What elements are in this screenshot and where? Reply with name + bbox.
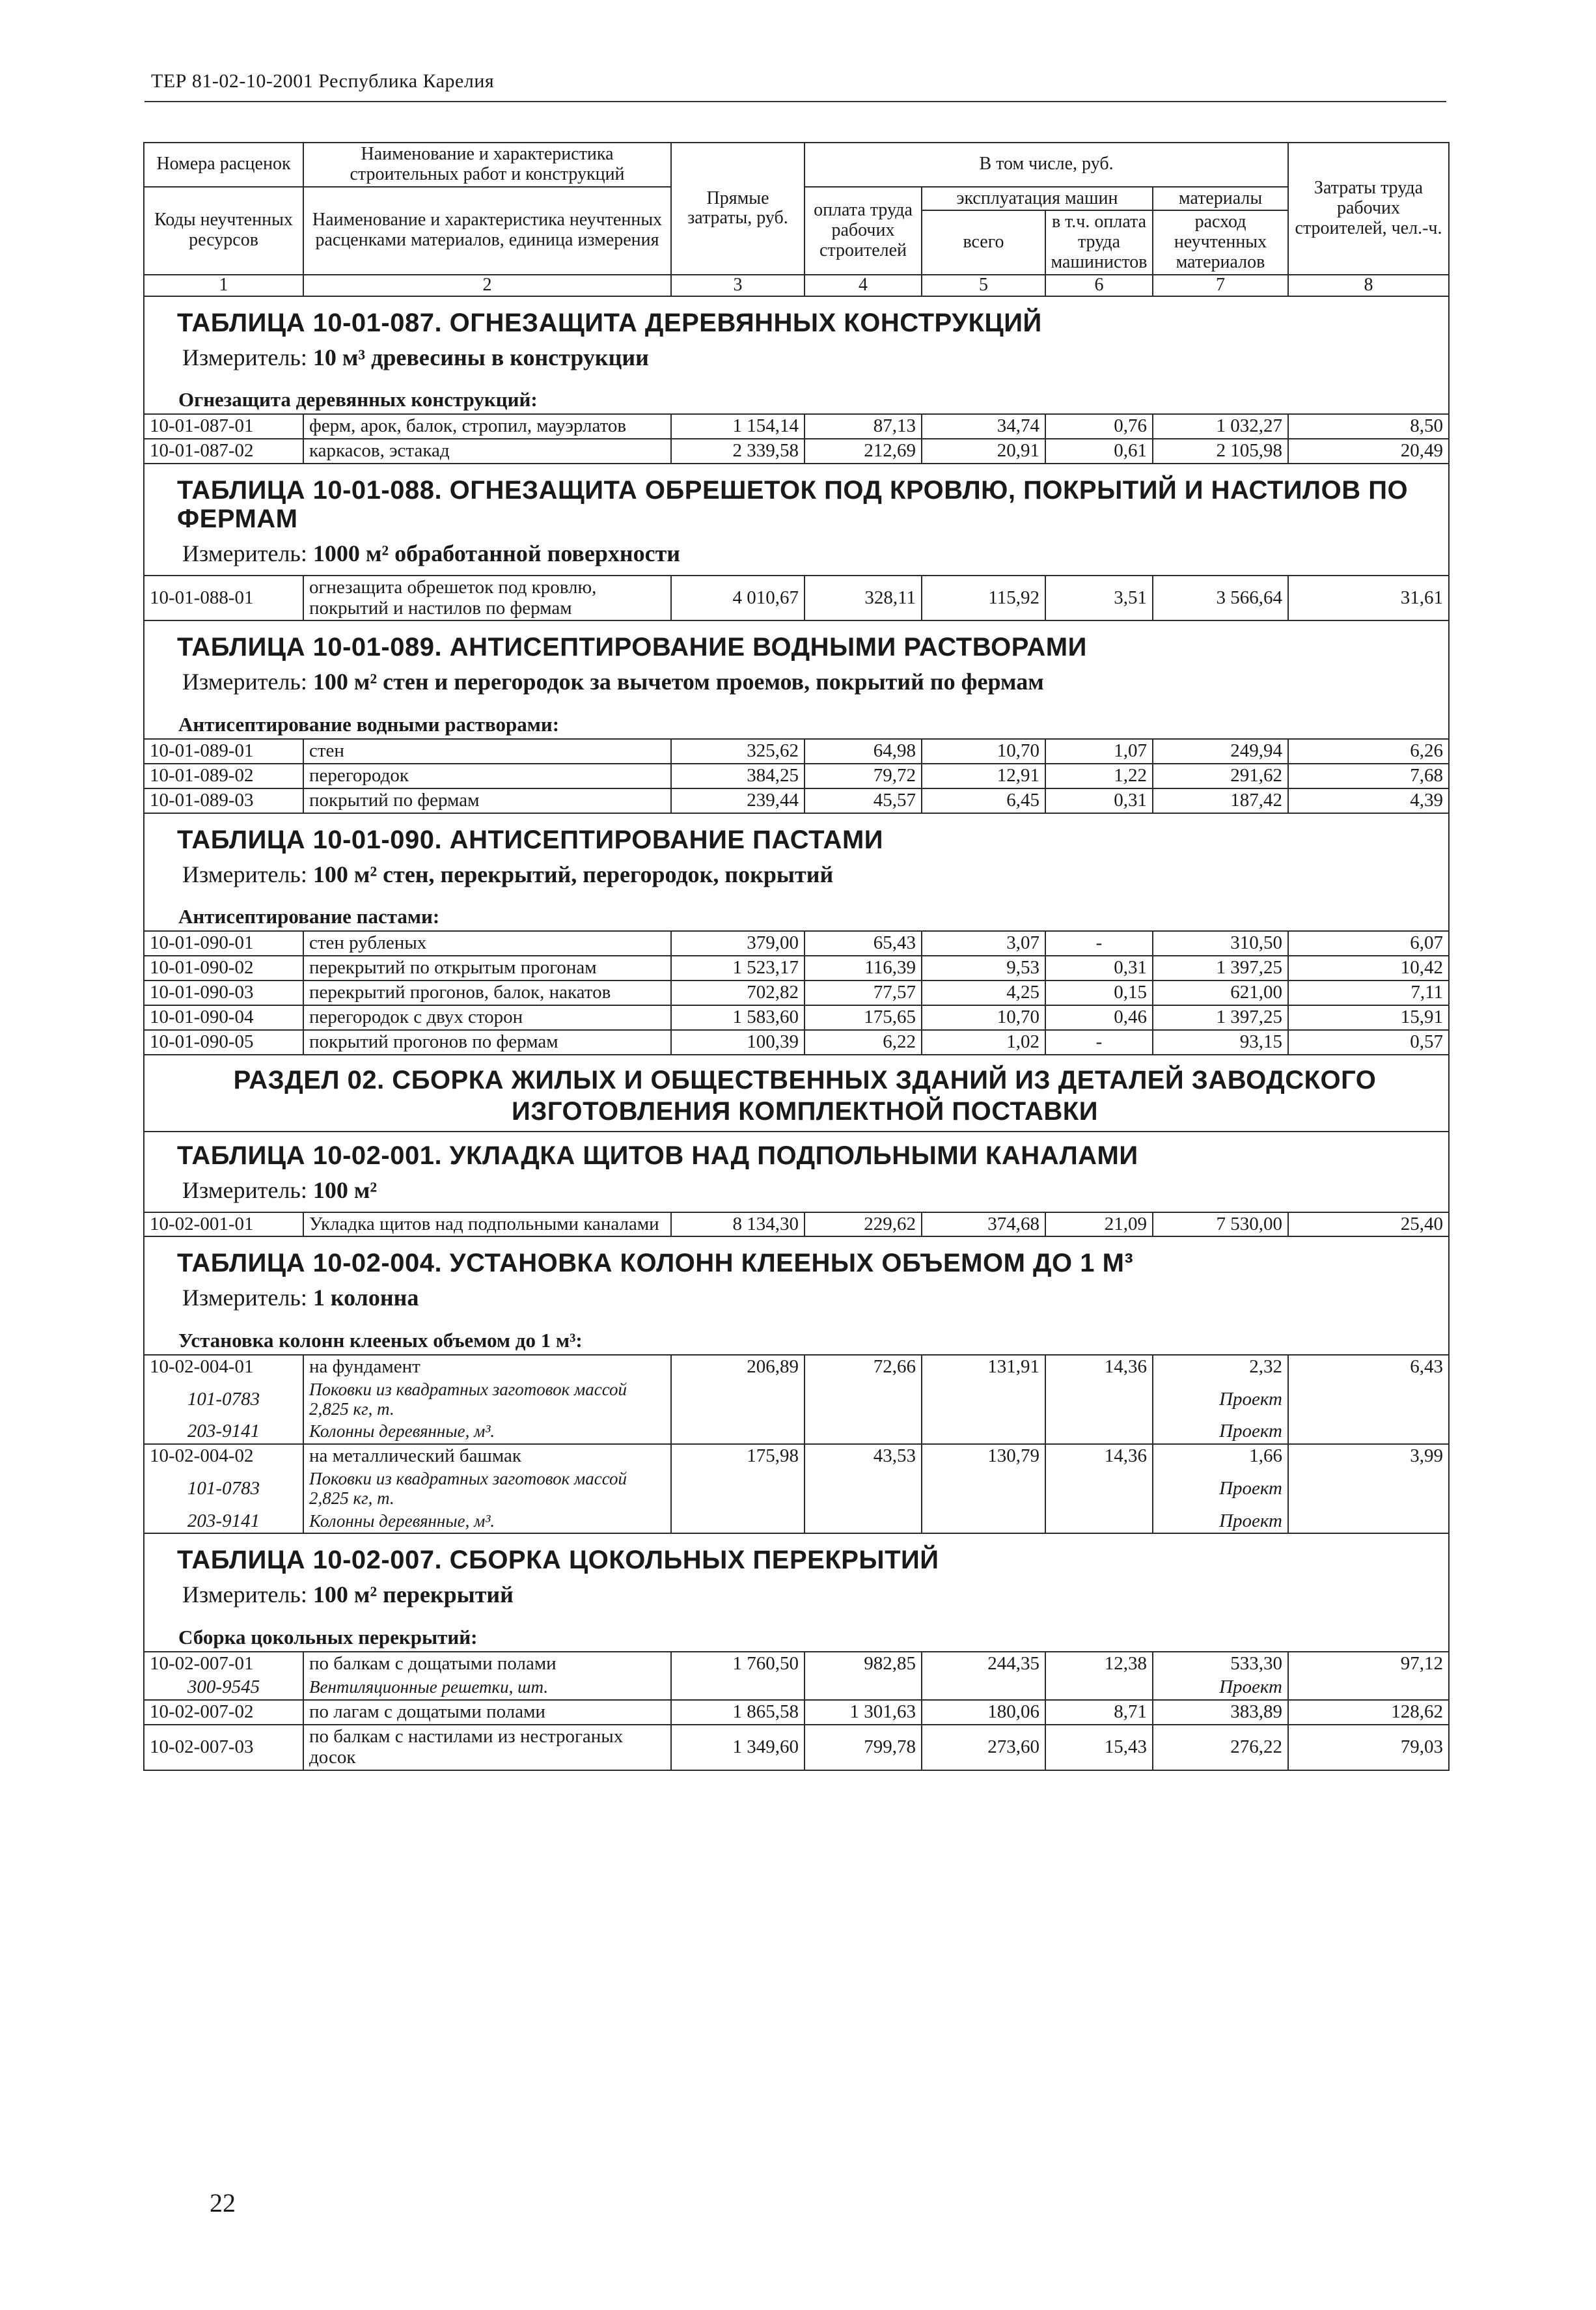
table-cell: 328,11 — [805, 576, 922, 621]
measure-text: 1 колонна — [312, 1285, 419, 1311]
col-head-mach-total: всего — [922, 210, 1045, 274]
table-cell: 379,00 — [671, 931, 805, 956]
table-title — [144, 1533, 1449, 1578]
table-cell: 10-02-001-01 — [144, 1212, 303, 1237]
col-head-name: Наименование и характеристика строительных работ и конструкций — [303, 143, 671, 187]
table-cell: 43,53 — [805, 1444, 922, 1468]
table-row — [144, 1725, 1449, 1770]
table-cell: 384,25 — [671, 764, 805, 788]
table-cell: 4,25 — [922, 981, 1045, 1005]
table-cell — [1045, 1468, 1153, 1509]
table-cell: на металлический башмак — [303, 1444, 671, 1468]
table-title — [144, 296, 1449, 341]
measure-text: ТАБЛИЦА 10-01-090. АНТИСЕПТИРОВАНИЕ ПАСТАМИ — [177, 825, 884, 854]
table-cell: 10-01-090-03 — [144, 981, 303, 1005]
table-cell: покрытий по фермам — [303, 788, 671, 813]
measure-line — [144, 1281, 1449, 1319]
table-row — [144, 931, 1449, 956]
table-cell — [922, 1468, 1045, 1509]
table-cell: стен — [303, 739, 671, 764]
table-cell — [1288, 1379, 1449, 1420]
table-cell: 115,92 — [922, 576, 1045, 621]
table-cell — [1288, 1420, 1449, 1444]
col-head-code: Номера расценок — [144, 143, 303, 187]
table-cell: Проект — [1153, 1468, 1288, 1509]
measure-text: 10 м³ древесины в конструкции — [312, 344, 649, 370]
table-cell: перегородок с двух сторон — [303, 1005, 671, 1030]
table-cell — [671, 1379, 805, 1420]
table-cell: 14,36 — [1045, 1355, 1153, 1379]
table-title — [144, 620, 1449, 665]
table-cell: 7,11 — [1288, 981, 1449, 1005]
table-cell — [1288, 1510, 1449, 1534]
table-cell: 15,43 — [1045, 1725, 1153, 1770]
col-head-labor: Затраты труда рабочих строителей, чел.-ч. — [1288, 143, 1449, 275]
table-row — [144, 739, 1449, 764]
table-row — [144, 981, 1449, 1005]
table-cell: 187,42 — [1153, 788, 1288, 813]
table-cell: 229,62 — [805, 1212, 922, 1237]
table-title — [144, 1139, 1449, 1174]
table-cell: 20,49 — [1288, 439, 1449, 464]
table-cell: 203-9141 — [144, 1510, 303, 1534]
table-cell: 10-02-007-01 — [144, 1652, 303, 1676]
table-cell: 244,35 — [922, 1652, 1045, 1676]
table-row — [144, 1212, 1449, 1237]
table-cell: 101-0783 — [144, 1468, 303, 1509]
table-cell — [805, 1468, 922, 1509]
table-cell: - — [1045, 931, 1153, 956]
table-cell: 10-01-087-02 — [144, 439, 303, 464]
table-row — [144, 1444, 1449, 1468]
table-cell: Поковки из квадратных заготовок массой 2,825 кг, т. — [303, 1468, 671, 1509]
table-cell: 621,00 — [1153, 981, 1288, 1005]
measure-line — [144, 665, 1449, 703]
measure-text: 100 м² — [312, 1176, 378, 1203]
table-cell — [671, 1676, 805, 1700]
measure-text: Измеритель: — [182, 540, 307, 567]
header-row-1 — [144, 143, 1449, 187]
table-cell: 12,38 — [1045, 1652, 1153, 1676]
table-cell: 10-01-089-01 — [144, 739, 303, 764]
table-cell: 175,98 — [671, 1444, 805, 1468]
table-cell: 7 530,00 — [1153, 1212, 1288, 1237]
col-head-res-code: Коды неучтенных ресурсов — [144, 187, 303, 275]
table-cell: 10,70 — [922, 1005, 1045, 1030]
table-cell: 300-9545 — [144, 1676, 303, 1700]
table-cell: огнезащита обрешеток под кровлю, покрытий и настилов по фермам — [303, 576, 671, 621]
table-cell — [922, 1510, 1045, 1534]
table-cell: 212,69 — [805, 439, 922, 464]
table-cell: 10-01-087-01 — [144, 414, 303, 439]
table-cell: 3,51 — [1045, 576, 1153, 621]
table-cell: 6,22 — [805, 1030, 922, 1055]
table-cell — [922, 1676, 1045, 1700]
table-cell: 128,62 — [1288, 1700, 1449, 1725]
table-cell: 10-01-090-01 — [144, 931, 303, 956]
table-row — [144, 1700, 1449, 1725]
table-cell — [1288, 1468, 1449, 1509]
measure-text: Измеритель: — [182, 344, 307, 370]
measure-text: 100 м² стен и перегородок за вычетом проемов, покрытий по фермам — [312, 669, 1044, 695]
table-cell: 72,66 — [805, 1355, 922, 1379]
table-cell: 1,22 — [1045, 764, 1153, 788]
table-cell — [1045, 1420, 1153, 1444]
price-table — [143, 142, 1450, 1771]
table-cell — [1045, 1676, 1153, 1700]
table-cell: 10-01-089-02 — [144, 764, 303, 788]
table-cell: 10,70 — [922, 739, 1045, 764]
table-cell: 0,61 — [1045, 439, 1153, 464]
table-cell: 131,91 — [922, 1355, 1045, 1379]
table-cell: 20,91 — [922, 439, 1045, 464]
col-head-materials: материалы — [1153, 187, 1288, 211]
table-cell: 0,57 — [1288, 1030, 1449, 1055]
table-cell: 383,89 — [1153, 1700, 1288, 1725]
table-cell: по балкам с настилами из нестроганых досок — [303, 1725, 671, 1770]
table-cell: 1 032,27 — [1153, 414, 1288, 439]
table-cell — [922, 1379, 1045, 1420]
table-cell — [805, 1420, 922, 1444]
table-cell: 175,65 — [805, 1005, 922, 1030]
table-cell: 310,50 — [1153, 931, 1288, 956]
table-cell: Проект — [1153, 1379, 1288, 1420]
measure-line — [144, 1578, 1449, 1616]
table-cell: 6,45 — [922, 788, 1045, 813]
table-cell: Проект — [1153, 1420, 1288, 1444]
table-cell: 100,39 — [671, 1030, 805, 1055]
table-cell — [805, 1510, 922, 1534]
table-cell: 10-02-007-03 — [144, 1725, 303, 1770]
table-title — [144, 1236, 1449, 1281]
resource-row — [144, 1676, 1449, 1700]
table-cell: - — [1045, 1030, 1153, 1055]
measure-text: ТАБЛИЦА 10-01-088. ОГНЕЗАЩИТА ОБРЕШЕТОК ПОД КРОВЛЮ, ПОКРЫТИЙ И НАСТИЛОВ ПО ФЕРМАМ — [177, 476, 1409, 534]
header-rule — [144, 101, 1446, 102]
col-num: 7 — [1153, 275, 1288, 296]
table-cell: 8 134,30 — [671, 1212, 805, 1237]
resource-row — [144, 1510, 1449, 1534]
measure-text: 100 м² перекрытий — [312, 1581, 514, 1608]
table-row — [144, 1355, 1449, 1379]
resource-row — [144, 1379, 1449, 1420]
table-cell: 15,91 — [1288, 1005, 1449, 1030]
table-cell: 64,98 — [805, 739, 922, 764]
table-cell: 65,43 — [805, 931, 922, 956]
table-cell: 21,09 — [1045, 1212, 1153, 1237]
table-cell: 249,94 — [1153, 739, 1288, 764]
table-cell: 93,15 — [1153, 1030, 1288, 1055]
section-title: РАЗДЕЛ 02. СБОРКА ЖИЛЫХ И ОБЩЕСТВЕННЫХ ЗДАНИЙ ИЗ ДЕТАЛЕЙ ЗАВОДСКОГО ИЗГОТОВЛЕНИЯ КОМПЛЕКТНОЙ ПОСТАВКИ — [144, 1055, 1449, 1132]
table-cell: 276,22 — [1153, 1725, 1288, 1770]
table-cell: 116,39 — [805, 956, 922, 981]
measure-text: Измеритель: — [182, 669, 307, 695]
table-cell: 10-01-089-03 — [144, 788, 303, 813]
table-cell — [671, 1468, 805, 1509]
col-head-incl: В том числе, руб. — [805, 143, 1288, 187]
table-cell: 101-0783 — [144, 1379, 303, 1420]
table-cell: 10-01-090-04 — [144, 1005, 303, 1030]
table-cell: 0,46 — [1045, 1005, 1153, 1030]
table-cell: Вентиляционные решетки, шт. — [303, 1676, 671, 1700]
table-cell: 1 154,14 — [671, 414, 805, 439]
table-cell: 702,82 — [671, 981, 805, 1005]
measure-line — [144, 537, 1449, 576]
table-cell: 1,02 — [922, 1030, 1045, 1055]
measure-text: Измеритель: — [182, 1581, 307, 1608]
table-cell: 3,99 — [1288, 1444, 1449, 1468]
table-cell: 10-01-090-05 — [144, 1030, 303, 1055]
table-cell: 206,89 — [671, 1355, 805, 1379]
table-cell: 273,60 — [922, 1725, 1045, 1770]
table-cell: ферм, арок, балок, стропил, мауэрлатов — [303, 414, 671, 439]
table-row — [144, 414, 1449, 439]
table-cell: стен рубленых — [303, 931, 671, 956]
table-cell: Колонны деревянные, м³. — [303, 1510, 671, 1534]
table-title — [144, 813, 1449, 858]
table-cell: перекрытий прогонов, балок, накатов — [303, 981, 671, 1005]
table-cell: 291,62 — [1153, 764, 1288, 788]
table-cell: 1 523,17 — [671, 956, 805, 981]
table-cell: 10-02-004-02 — [144, 1444, 303, 1468]
col-head-machine: эксплуатация машин — [922, 187, 1153, 211]
measure-text: ТАБЛИЦА 10-02-001. УКЛАДКА ЩИТОВ НАД ПОДПОЛЬНЫМИ КАНАЛАМИ — [177, 1141, 1138, 1170]
table-cell: 1 397,25 — [1153, 1005, 1288, 1030]
col-head-direct: Прямые затраты, руб. — [671, 143, 805, 275]
measure-text: Измеритель: — [182, 1285, 307, 1311]
table-cell: 533,30 — [1153, 1652, 1288, 1676]
measure-text: Измеритель: — [182, 861, 307, 887]
table-cell: 799,78 — [805, 1725, 922, 1770]
table-cell — [1288, 1676, 1449, 1700]
table-cell: Укладка щитов над подпольными каналами — [303, 1212, 671, 1237]
table-cell: 3,07 — [922, 931, 1045, 956]
table-cell: покрытий прогонов по фермам — [303, 1030, 671, 1055]
table-cell: 2 339,58 — [671, 439, 805, 464]
table-cell: 0,31 — [1045, 788, 1153, 813]
table-cell: 10-01-088-01 — [144, 576, 303, 621]
col-num: 5 — [922, 275, 1045, 296]
table-cell — [805, 1676, 922, 1700]
col-num: 4 — [805, 275, 922, 296]
table-cell: 3 566,64 — [1153, 576, 1288, 621]
table-row — [144, 956, 1449, 981]
table-cell — [805, 1379, 922, 1420]
table-cell: 0,31 — [1045, 956, 1153, 981]
table-cell: 97,12 — [1288, 1652, 1449, 1676]
table-cell: 25,40 — [1288, 1212, 1449, 1237]
table-cell: 2 105,98 — [1153, 439, 1288, 464]
table-cell: 180,06 — [922, 1700, 1045, 1725]
table-cell: Проект — [1153, 1510, 1288, 1534]
page-number: 22 — [210, 2188, 236, 2218]
col-number-row — [144, 275, 1449, 296]
group-label: Огнезащита деревянных конструкций: — [144, 378, 1449, 414]
measure-text: ТАБЛИЦА 10-02-004. УСТАНОВКА КОЛОНН КЛЕЕНЫХ ОБЪЕМОМ ДО 1 М³ — [177, 1249, 1134, 1278]
table-cell: 203-9141 — [144, 1420, 303, 1444]
table-cell: 1 760,50 — [671, 1652, 805, 1676]
table-row — [144, 439, 1449, 464]
table-cell: 239,44 — [671, 788, 805, 813]
table-cell: перекрытий по открытым прогонам — [303, 956, 671, 981]
group-label: Сборка цокольных перекрытий: — [144, 1616, 1449, 1652]
table-cell: по лагам с дощатыми полами — [303, 1700, 671, 1725]
table-row — [144, 1005, 1449, 1030]
col-num: 6 — [1045, 275, 1153, 296]
measure-line — [144, 858, 1449, 896]
table-cell — [1045, 1510, 1153, 1534]
table-cell: 79,03 — [1288, 1725, 1449, 1770]
table-cell — [671, 1420, 805, 1444]
measure-text: ТАБЛИЦА 10-02-007. СБОРКА ЦОКОЛЬНЫХ ПЕРЕКРЫТИЙ — [177, 1546, 939, 1575]
table-row — [144, 1030, 1449, 1055]
table-cell: каркасов, эстакад — [303, 439, 671, 464]
table-cell: 34,74 — [922, 414, 1045, 439]
table-cell: 8,71 — [1045, 1700, 1153, 1725]
table-cell: 77,57 — [805, 981, 922, 1005]
table-cell: 10-02-004-01 — [144, 1355, 303, 1379]
table-cell: 8,50 — [1288, 414, 1449, 439]
table-cell: на фундамент — [303, 1355, 671, 1379]
table-cell: 1 865,58 — [671, 1700, 805, 1725]
measure-text: Измеритель: — [182, 1176, 307, 1203]
table-row — [144, 1652, 1449, 1676]
table-cell: 87,13 — [805, 414, 922, 439]
table-cell: по балкам с дощатыми полами — [303, 1652, 671, 1676]
table-cell: 6,43 — [1288, 1355, 1449, 1379]
table-cell: 7,68 — [1288, 764, 1449, 788]
table-cell: Колонны деревянные, м³. — [303, 1420, 671, 1444]
group-label: Антисептирование водными растворами: — [144, 703, 1449, 739]
table-cell: 1 583,60 — [671, 1005, 805, 1030]
measure-line — [144, 341, 1449, 379]
col-num: 1 — [144, 275, 303, 296]
col-num: 8 — [1288, 275, 1449, 296]
table-cell: 4,39 — [1288, 788, 1449, 813]
table-cell: 1 397,25 — [1153, 956, 1288, 981]
table-cell: 1,07 — [1045, 739, 1153, 764]
group-label: Антисептирование пастами: — [144, 895, 1449, 931]
col-head-mach-wage: в т.ч. оплата труда машинистов — [1045, 210, 1153, 274]
resource-row — [144, 1420, 1449, 1444]
table-cell — [922, 1420, 1045, 1444]
measure-text: 100 м² стен, перекрытий, перегородок, покрытий — [312, 861, 834, 887]
col-num: 3 — [671, 275, 805, 296]
table-cell: 2,32 — [1153, 1355, 1288, 1379]
measure-line — [144, 1174, 1449, 1212]
col-head-res-name: Наименование и характеристика неучтенных расценками материалов, единица измерения — [303, 187, 671, 275]
table-cell: 1 349,60 — [671, 1725, 805, 1770]
table-cell: 12,91 — [922, 764, 1045, 788]
table-cell: 6,07 — [1288, 931, 1449, 956]
measure-text: 1000 м² обработанной поверхности — [312, 540, 681, 567]
table-cell — [1045, 1379, 1153, 1420]
table-cell — [671, 1510, 805, 1534]
table-cell: Поковки из квадратных заготовок массой 2,825 кг, т. — [303, 1379, 671, 1420]
table-cell: 10-02-007-02 — [144, 1700, 303, 1725]
table-cell: перегородок — [303, 764, 671, 788]
table-cell: 982,85 — [805, 1652, 922, 1676]
table-cell: 45,57 — [805, 788, 922, 813]
table-cell: 130,79 — [922, 1444, 1045, 1468]
table-cell: 325,62 — [671, 739, 805, 764]
col-num: 2 — [303, 275, 671, 296]
table-cell: 10-01-090-02 — [144, 956, 303, 981]
table-title — [144, 464, 1449, 537]
table-cell: 4 010,67 — [671, 576, 805, 621]
running-title: ТЕР 81-02-10-2001 Республика Карелия — [151, 70, 495, 92]
measure-text: ТАБЛИЦА 10-01-087. ОГНЕЗАЩИТА ДЕРЕВЯННЫХ КОНСТРУКЦИЙ — [177, 308, 1042, 337]
col-head-wage: оплата труда рабочих строителей — [805, 187, 922, 275]
table-row — [144, 788, 1449, 813]
resource-row — [144, 1468, 1449, 1509]
table-cell: 14,36 — [1045, 1444, 1153, 1468]
table-cell: 6,26 — [1288, 739, 1449, 764]
table-row — [144, 576, 1449, 621]
table-cell: 31,61 — [1288, 576, 1449, 621]
table-cell: 1,66 — [1153, 1444, 1288, 1468]
group-label: Установка колонн клееных объемом до 1 м³: — [144, 1319, 1449, 1355]
col-head-mat-unacc: расход неучтенных материалов — [1153, 210, 1288, 274]
measure-text: ТАБЛИЦА 10-01-089. АНТИСЕПТИРОВАНИЕ ВОДНЫМИ РАСТВОРАМИ — [177, 633, 1087, 662]
table-cell: Проект — [1153, 1676, 1288, 1700]
table-cell: 10,42 — [1288, 956, 1449, 981]
table-cell: 374,68 — [922, 1212, 1045, 1237]
table-cell: 0,15 — [1045, 981, 1153, 1005]
table-cell: 1 301,63 — [805, 1700, 922, 1725]
table-cell: 79,72 — [805, 764, 922, 788]
table-row — [144, 764, 1449, 788]
table-cell: 9,53 — [922, 956, 1045, 981]
table-cell: 0,76 — [1045, 414, 1153, 439]
